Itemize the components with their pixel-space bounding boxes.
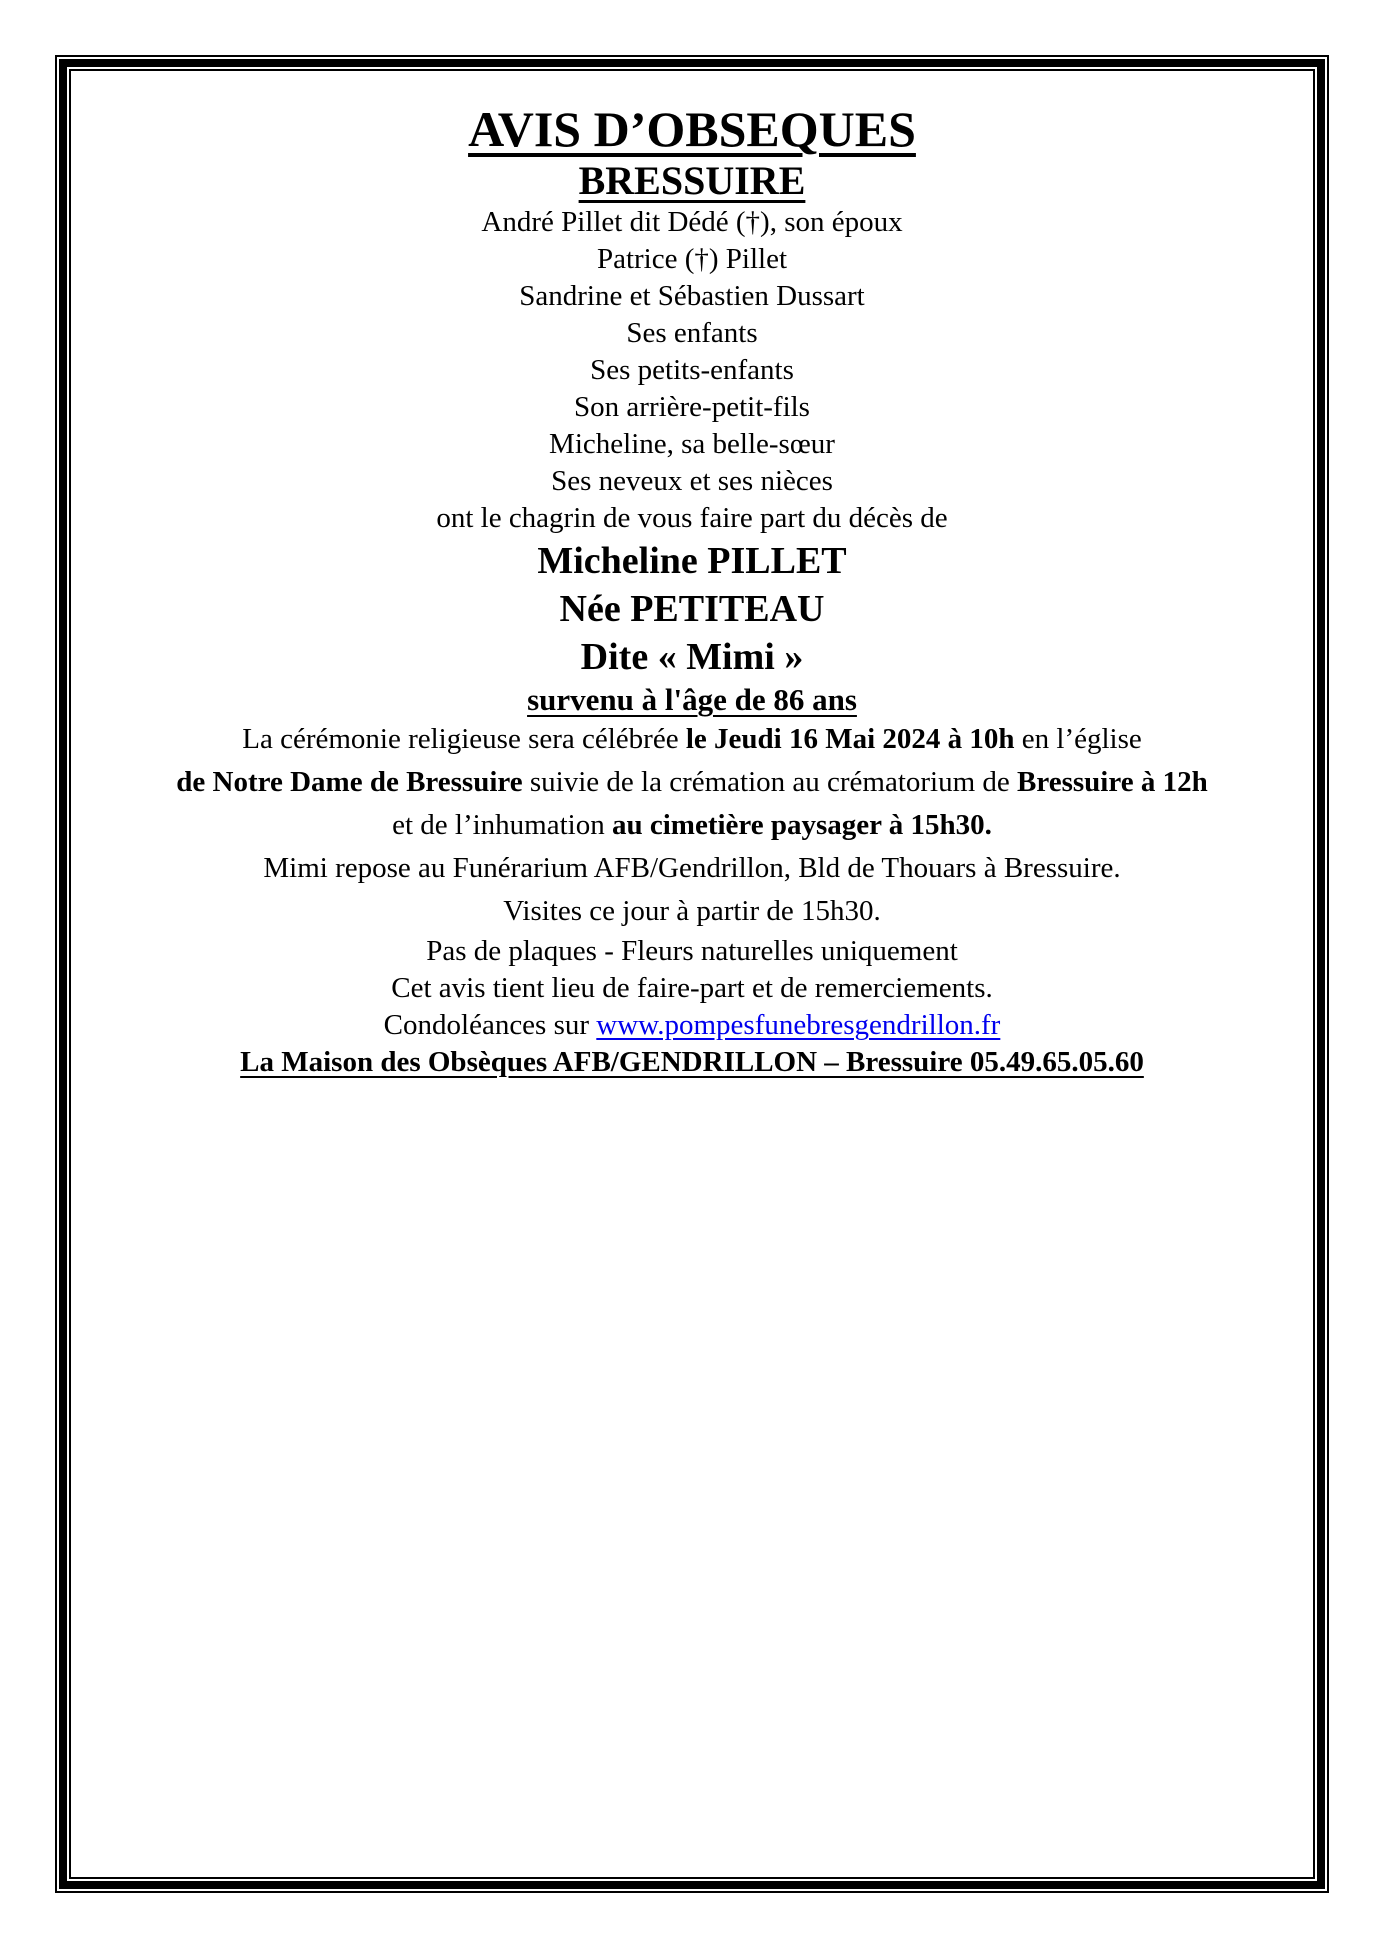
- great-grandson-line: Son arrière-petit-fils: [574, 391, 810, 423]
- announcement-line: ont le chagrin de vous faire part du décès de: [436, 502, 948, 534]
- flowers-line: Pas de plaques - Fleurs naturelles uniquement: [426, 935, 958, 967]
- repose-line-1: Mimi repose au Funérarium AFB/Gendrillon, Bld de Thouars à Bressuire.: [263, 852, 1121, 884]
- page-title: AVIS D’OBSEQUES: [468, 101, 916, 157]
- condolences-website-link[interactable]: www.pompesfunebresgendrillon.fr: [596, 1009, 1001, 1041]
- deceased-age-line: survenu à l'âge de 86 ans: [527, 682, 857, 717]
- ceremony-line-1: La cérémonie religieuse sera célébrée le Jeudi 16 Mai 2024 à 10h en l’église: [242, 723, 1142, 755]
- nephews-nieces-line: Ses neveux et ses nièces: [551, 465, 833, 497]
- city-heading: BRESSUIRE: [578, 158, 806, 203]
- grandchildren-line: Ses petits-enfants: [590, 354, 794, 386]
- notice-line: Cet avis tient lieu de faire-part et de remerciements.: [391, 972, 993, 1004]
- page-border-frame-mid: [59, 59, 1325, 1889]
- children-line: Patrice (†) Pillet: [596, 243, 788, 275]
- condolences-prefix: Condoléances sur: [383, 1009, 597, 1041]
- repose-paragraph: [71, 847, 1313, 933]
- ceremony-line-2: de Notre Dame de Bressuire suivie de la crémation au crématorium de Bressuire à 12h: [176, 766, 1208, 798]
- condolences-line: [71, 1007, 1313, 1044]
- deceased-name: Micheline PILLET: [537, 540, 847, 582]
- obituary-content: [71, 71, 1313, 1877]
- sister-in-law-line: Micheline, sa belle-sœur: [549, 428, 835, 460]
- repose-line-2: Visites ce jour à partir de 15h30.: [503, 895, 881, 927]
- deceased-name-block: [71, 537, 1313, 681]
- ceremony-line-3: et de l’inhumation au cimetière paysager à 15h30.: [392, 809, 992, 841]
- deceased-nickname: Dite « Mimi »: [580, 636, 804, 678]
- children-block: [71, 241, 1313, 352]
- funeral-home-line: La Maison des Obsèques AFB/GENDRILLON – Bressuire 05.49.65.05.60: [240, 1046, 1144, 1078]
- children-line: Sandrine et Sébastien Dussart: [519, 280, 865, 312]
- page-border-frame: [55, 55, 1329, 1893]
- spouse-line: André Pillet dit Dédé (†), son époux: [481, 206, 903, 238]
- ceremony-paragraph: [71, 718, 1313, 847]
- children-line: Ses enfants: [626, 317, 758, 349]
- deceased-maiden-name: Née PETITEAU: [559, 588, 825, 630]
- page-border-frame-inner: [69, 69, 1315, 1879]
